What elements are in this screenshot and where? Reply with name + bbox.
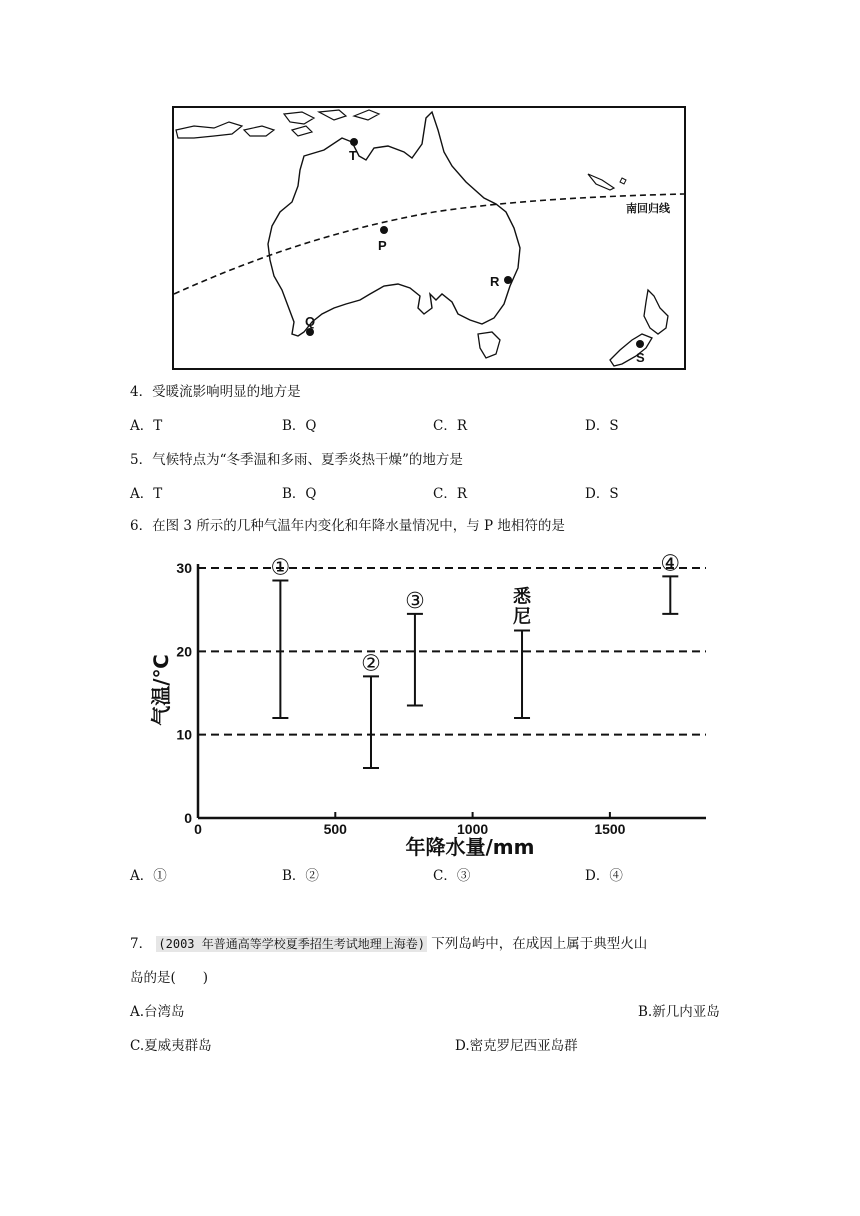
new-zealand-south <box>610 334 652 366</box>
australia-map <box>172 106 686 370</box>
q6-option-b[interactable]: B．② <box>282 868 319 884</box>
australia-mainland <box>268 112 520 336</box>
x-tick-label-2: 1000 <box>457 821 489 837</box>
q4-option-b[interactable]: B．Q <box>282 418 317 434</box>
q4-option-c[interactable]: C．R <box>433 418 467 434</box>
series-label-0: ① <box>270 555 291 581</box>
label-s: S <box>636 350 645 365</box>
y-axis-label: 气温/℃ <box>149 654 173 726</box>
question-6-stem: 6．在图 3 所示的几种气温年内变化和年降水量情况中，与 P 地相符的是 <box>130 518 565 534</box>
q5-option-b[interactable]: B．Q <box>282 486 317 502</box>
series-label-3-char-0: 悉 <box>513 586 532 608</box>
q7-option-d[interactable]: D.密克罗尼西亚岛群 <box>455 1038 578 1054</box>
y-tick-label-3: 30 <box>176 560 192 576</box>
point-s <box>636 340 644 348</box>
tropic-line <box>174 194 684 294</box>
q4-option-d[interactable]: D．S <box>585 418 619 434</box>
point-r <box>504 276 512 284</box>
q7-stem-text: 下列岛屿中，在成因上属于典型火山 <box>431 936 648 952</box>
point-t <box>350 138 358 146</box>
climate-chart-svg <box>140 540 720 860</box>
label-q: Q <box>305 314 316 329</box>
label-r: R <box>490 274 500 289</box>
label-p: P <box>378 238 387 253</box>
small-island <box>620 178 626 184</box>
map-drawing <box>174 108 684 368</box>
series-label-2: ③ <box>405 588 425 614</box>
indonesia-islands <box>176 110 379 138</box>
question-5-stem: 5．气候特点为“冬季温和多雨、夏季炎热干燥”的地方是 <box>130 452 463 468</box>
question-4-stem: 4．受暖流影响明显的地方是 <box>130 384 301 400</box>
y-tick-label-0: 0 <box>184 810 192 826</box>
q6-option-a[interactable]: A．① <box>130 868 167 884</box>
tasmania <box>478 332 500 358</box>
new-caledonia <box>588 174 614 190</box>
q6-option-d[interactable]: D．④ <box>585 868 623 884</box>
x-axis-label: 年降水量/mm <box>405 835 535 859</box>
x-tick-label-1: 500 <box>323 821 347 837</box>
q7-source: (2003 年普通高等学校夏季招生考试地理上海卷) <box>158 937 425 951</box>
new-zealand-north <box>644 290 668 334</box>
climate-chart <box>140 540 720 864</box>
y-tick-label-2: 20 <box>176 643 192 660</box>
q4-option-a[interactable]: A．T <box>130 418 163 434</box>
point-q <box>306 328 314 336</box>
x-tick-label-3: 1500 <box>594 821 626 837</box>
q5-option-a[interactable]: A．T <box>130 486 163 502</box>
x-tick-label-0: 0 <box>194 821 202 837</box>
q7-option-c[interactable]: C.夏威夷群岛 <box>130 1038 212 1054</box>
question-7-stem-line2: 岛的是( ) <box>130 970 209 986</box>
series-label-1: ② <box>361 651 381 677</box>
q5-option-d[interactable]: D．S <box>585 486 619 502</box>
q5-option-c[interactable]: C．R <box>433 486 467 502</box>
y-tick-label-1: 10 <box>176 726 192 743</box>
q7-option-b[interactable]: B.新几内亚岛 <box>638 1004 720 1020</box>
label-t: T <box>349 148 357 163</box>
q7-option-a[interactable]: A.台湾岛 <box>130 1004 185 1020</box>
tropic-label: 南回归线 <box>626 203 670 215</box>
question-7-stem <box>130 934 647 954</box>
series-label-3-char-1: 尼 <box>513 606 532 628</box>
q7-number: 7． <box>130 936 153 952</box>
point-p <box>380 226 388 234</box>
q6-option-c[interactable]: C．③ <box>433 868 471 884</box>
series-label-4: ④ <box>660 551 681 577</box>
